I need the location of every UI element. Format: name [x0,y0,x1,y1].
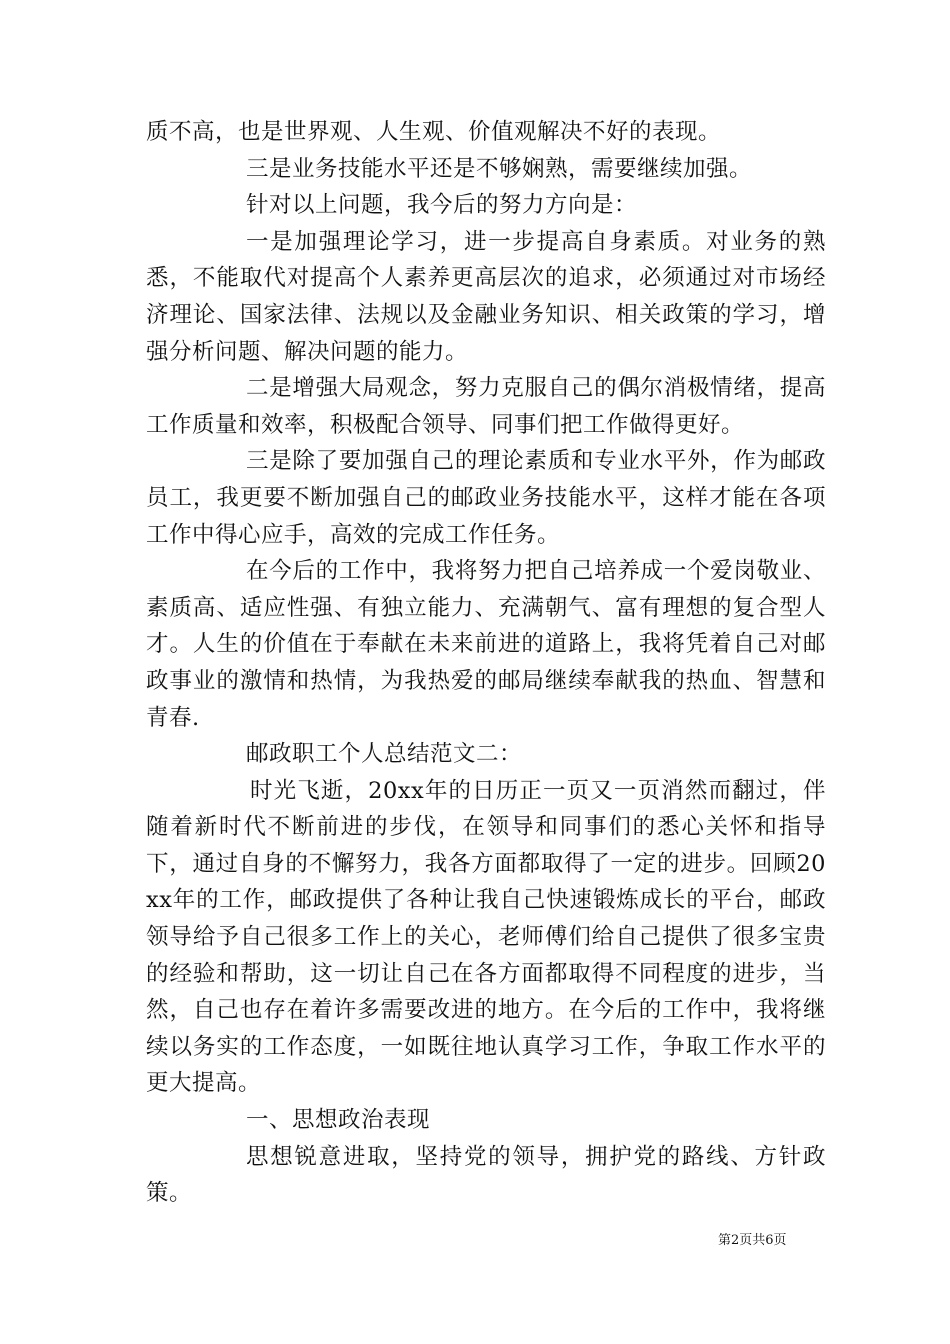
paragraph-problem-three: 三是业务技能水平还是不够娴熟，需要继续加强。 [246,155,753,182]
paragraph-political-performance: 思想锐意进取，坚持党的领导，拥护党的路线、方针政策。 [146,1143,826,1207]
paragraph-continuation: 质不高，也是世界观、人生观、价值观解决不好的表现。 [146,119,722,145]
paragraph-direction-three: 三是除了要加强自己的理论素质和专业水平外，作为邮政员工，我更要不断加强自己的邮政业务技能水平，这样才能在各项工作中得心应手，高效的完成工作任务。 [146,448,826,548]
paragraph-direction-two: 二是增强大局观念，努力克服自己的偶尔消极情绪，提高工作质量和效率，积极配合领导、同事们把工作做得更好。 [146,375,826,438]
section-heading-sample-two: 邮政职工个人总结范文二： [246,741,523,768]
paragraph-sample-two-intro: 时光飞逝，20xx年的日历正一页又一页消然而翻过，伴随着新时代不断前进的步伐，在领导和同事们的悉心关怀和指导下，通过自身的不懈努力，我各方面都取得了一定的进步。回顾20xx年的工作，邮政提供了各种让我自己快速锻炼成长的平台，邮政领导给予自己很多工作上的关心，老师傅们给自己提供了很多宝贵的经验和帮助，这一切让自己在各方面都取得不同程度的进步，当然，自己也存在着许多需要改进的地方。在今后的工作中，我将继续以务实的工作态度，一如既往地认真学习工作，争取工作水平的更大提高。 [146,777,826,1097]
subheading-political-performance: 一、思想政治表现 [246,1107,431,1134]
paragraph-future-work: 在今后的工作中，我将努力把自己培养成一个爱岗敬业、素质高、适应性强、有独立能力、充满朝气、富有理想的复合型人才。人生的价值在于奉献在未来前进的道路上，我将凭着自己对邮政事业的激情和热情，为我热爱的邮局继续奉献我的热血、智慧和青春. [146,558,826,731]
paragraph-direction-intro: 针对以上问题，我今后的努力方向是： [246,192,638,219]
page-number: 第2页共6页 [718,1233,787,1248]
document-body [146,114,826,1212]
paragraph-direction-one: 一是加强理论学习，进一步提高自身素质。对业务的熟悉，不能取代对提高个人素养更高层次的追求，必须通过对市场经济理论、国家法律、法规以及金融业务知识、相关政策的学习，增强分析问题、解决问题的能力。 [146,228,826,365]
